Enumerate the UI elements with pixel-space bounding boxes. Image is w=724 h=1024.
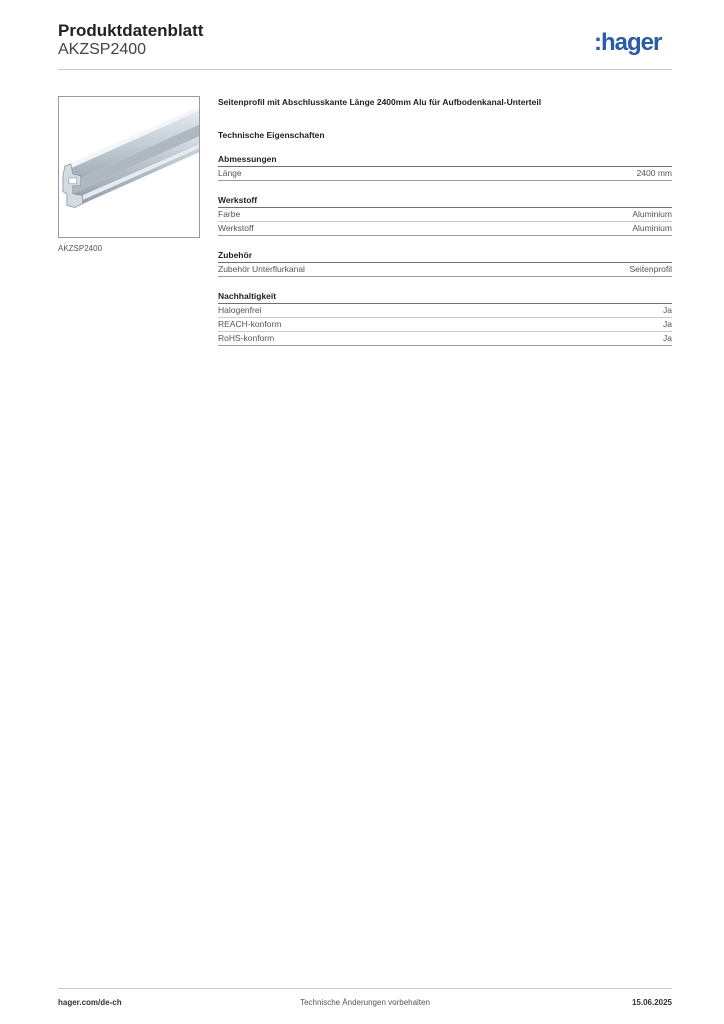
spec-group-title: Abmessungen <box>218 153 672 167</box>
spec-label: RoHS-konform <box>218 333 275 343</box>
spec-label: Länge <box>218 168 242 178</box>
spec-row <box>218 318 672 332</box>
footer-divider <box>58 988 672 989</box>
spec-group-title: Werkstoff <box>218 194 672 208</box>
footer-date: 15.06.2025 <box>631 998 672 1007</box>
spec-value: Ja <box>663 305 672 315</box>
hager-logo-text: :hager <box>594 29 662 56</box>
image-caption: AKZSP2400 <box>58 244 103 253</box>
spec-group-nachhaltigkeit <box>218 290 672 346</box>
spec-row <box>218 263 672 277</box>
spec-value: Seitenprofil <box>629 264 672 274</box>
spec-row <box>218 167 672 181</box>
spec-group-title: Nachhaltigkeit <box>218 290 672 304</box>
spec-row <box>218 332 672 346</box>
spec-value: 2400 mm <box>636 168 672 178</box>
spec-label: Halogenfrei <box>218 305 262 315</box>
header-divider <box>58 69 672 70</box>
hager-logo <box>594 27 674 59</box>
spec-label: Zubehör Unterflurkanal <box>218 264 305 274</box>
spec-group-title: Zubehör <box>218 249 672 263</box>
spec-value: Ja <box>663 319 672 329</box>
spec-group-werkstoff <box>218 194 672 236</box>
spec-row <box>218 304 672 318</box>
spec-value: Aluminium <box>632 223 672 233</box>
product-image <box>58 96 200 238</box>
spec-row <box>218 208 672 222</box>
spec-row <box>218 222 672 236</box>
aluminium-profile-image <box>59 97 199 237</box>
product-details <box>218 95 672 359</box>
product-code: AKZSP2400 <box>58 41 147 58</box>
spec-value: Ja <box>663 333 672 343</box>
spec-group-abmessungen <box>218 153 672 181</box>
spec-label: Farbe <box>218 209 241 219</box>
page-title: Produktdatenblatt <box>58 21 204 40</box>
spec-group-zubehoer <box>218 249 672 277</box>
technical-properties-heading: Technische Eigenschaften <box>218 130 325 140</box>
footer-website-link[interactable]: hager.com/de-ch <box>58 998 122 1007</box>
spec-label: REACH-konform <box>218 319 282 329</box>
product-description: Seitenprofil mit Abschlusskante Länge 2400mm Alu für Aufbodenkanal-Unterteil <box>218 97 542 107</box>
spec-value: Aluminium <box>632 209 672 219</box>
spec-label: Werkstoff <box>218 223 254 233</box>
footer-notice: Technische Änderungen vorbehalten <box>300 998 430 1007</box>
